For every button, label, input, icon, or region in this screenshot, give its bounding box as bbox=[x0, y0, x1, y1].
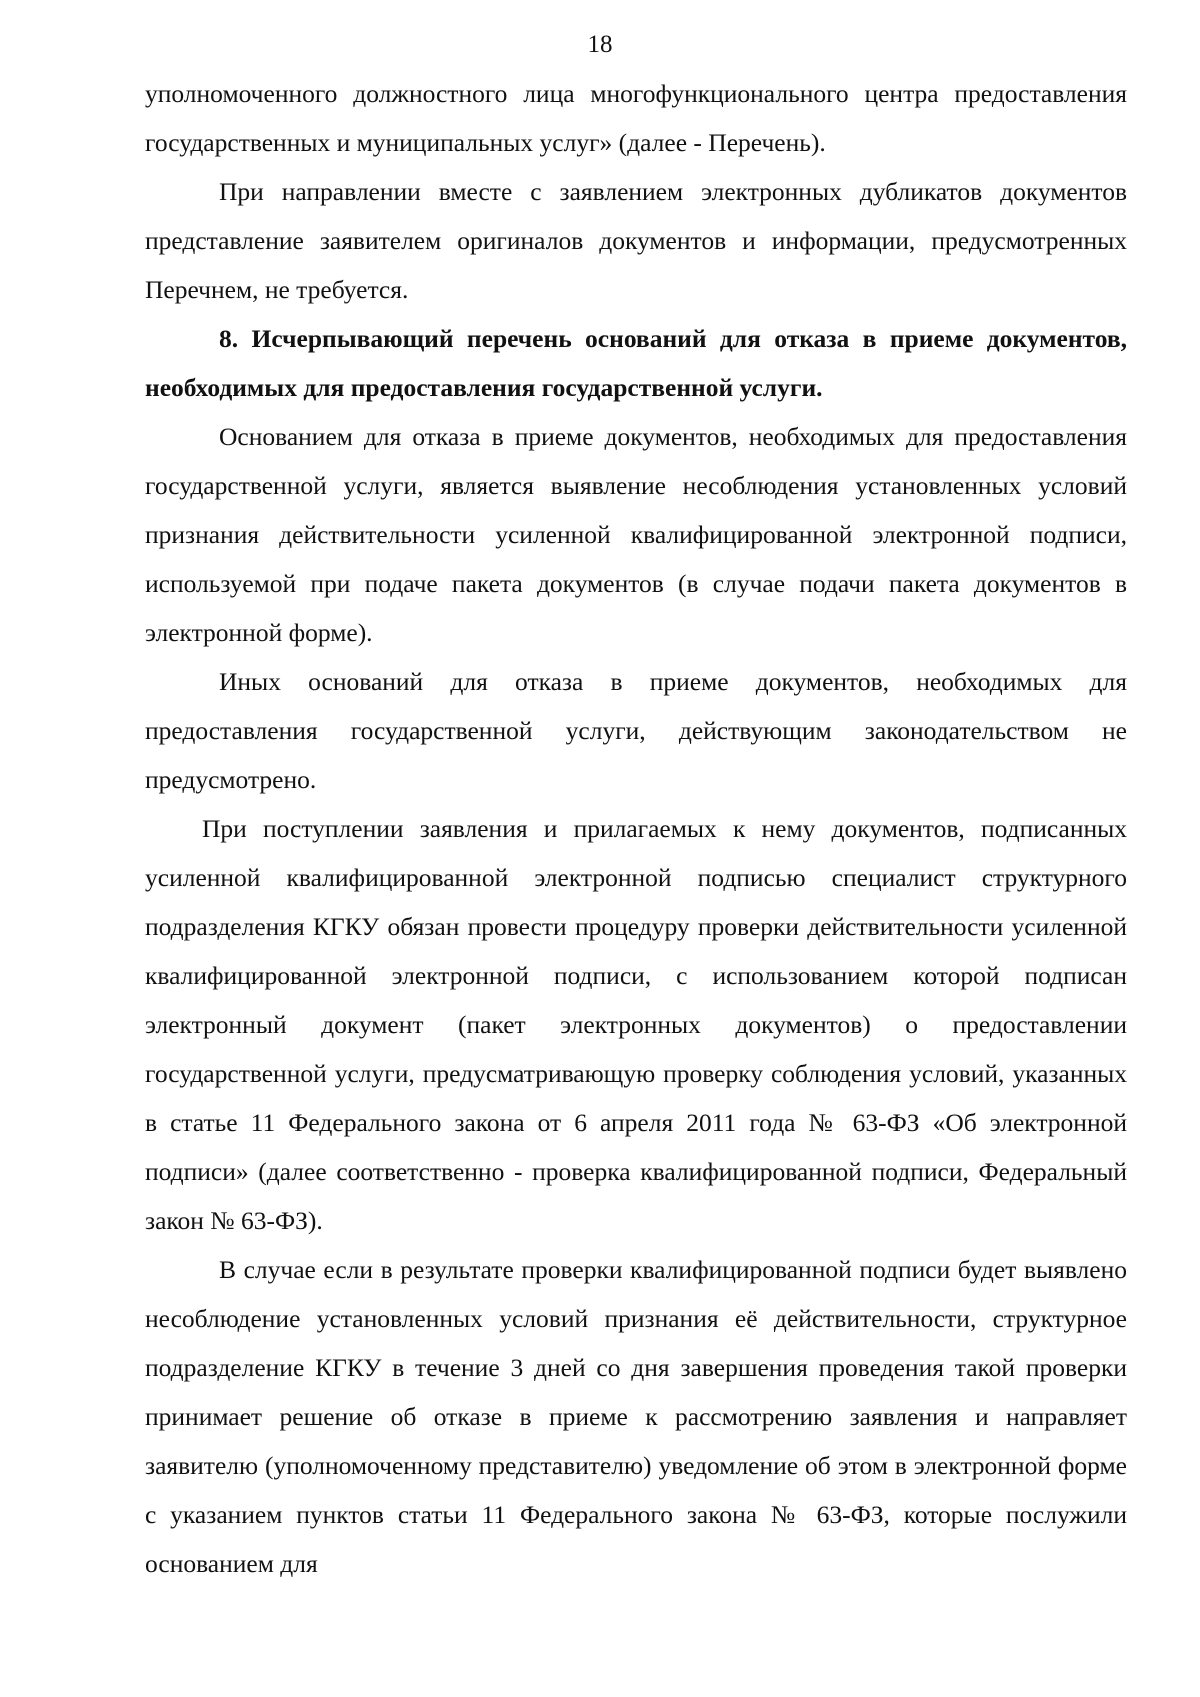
paragraph-perechen-continuation: уполномоченного должностного лица многофункционального центра предоставления государственных и муниципальных услуг» (далее - Перечень). bbox=[145, 79, 1127, 157]
paragraph-signature-check: При поступлении заявления и прилагаемых к нему документов, подписанных усиленной квалифицированной электронной подписью специалист структурного подразделения КГКУ обязан провести процедуру проверки действительности усиленной квалифицированной электронной подписи, с использованием которой подписан электронный документ (пакет электронных документов) о предоставлении государственной услуги, предусматривающую проверку соблюдения условий, указанных в статье 11 Федерального закона от 6 апреля 2011 года № 63-ФЗ «Об электронной подписи» (далее соответственно - проверка квалифицированной подписи, Федеральный закон № 63-ФЗ). bbox=[145, 814, 1127, 1235]
paragraph-check-result: В случае если в результате проверки квалифицированной подписи будет выявлено несоблюдение установленных условий признания её действительности, структурное подразделение КГКУ в течение 3 дней со дня завершения проведения такой проверки принимает решение об отказе в приеме к рассмотрению заявления и направляет заявителю (уполномоченному представителю) уведомление об этом в электронной форме с указанием пунктов статьи 11 Федерального закона № 63-ФЗ, которые послужили основанием для bbox=[145, 1255, 1127, 1578]
paragraph-electronic-duplicates: При направлении вместе с заявлением электронных дубликатов документов представление заявителем оригиналов документов и информации, предусмотренных Перечнем, не требуется. bbox=[145, 177, 1127, 304]
paragraph-refusal-basis: Основанием для отказа в приеме документов, необходимых для предоставления государственной услуги, является выявление несоблюдения установленных условий признания действительности усиленной квалифицированной электронной подписи, используемой при подаче пакета документов (в случае подачи пакета документов в электронной форме). bbox=[145, 422, 1127, 647]
document-body bbox=[145, 69, 1127, 1588]
paragraph-no-other-grounds: Иных оснований для отказа в приеме документов, необходимых для предоставления государственной услуги, действующим законодательством не предусмотрено. bbox=[145, 667, 1127, 794]
section-heading-8: 8. Исчерпывающий перечень оснований для отказа в приеме документов, необходимых для предоставления государственной услуги. bbox=[145, 324, 1127, 402]
page-number: 18 bbox=[587, 31, 613, 58]
